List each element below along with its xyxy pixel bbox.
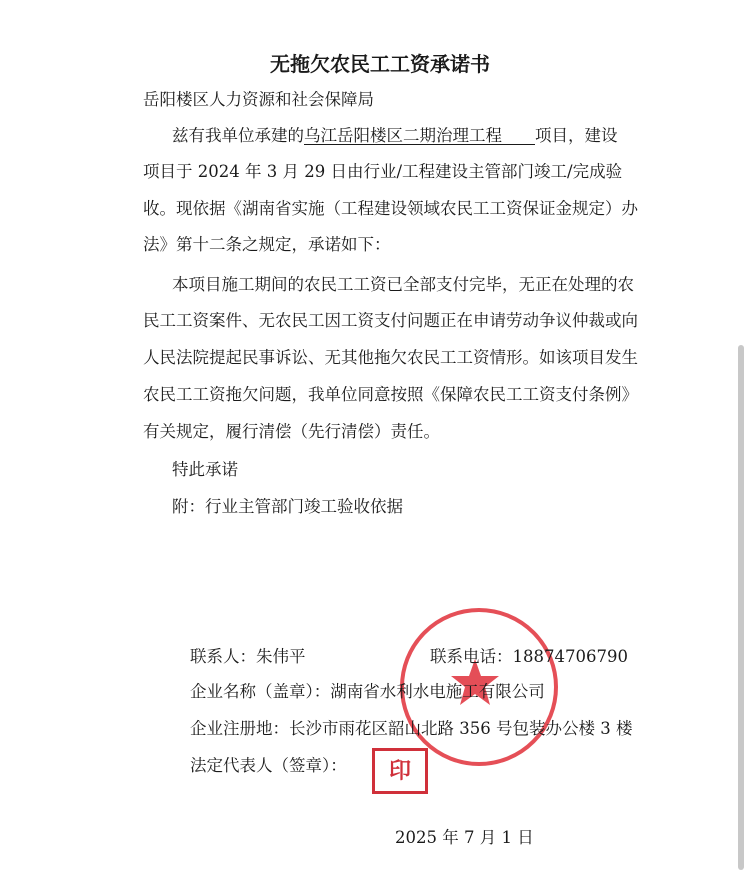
legal-representative: 法定代表人（签章）：	[190, 756, 347, 775]
company-address: 企业注册地：长沙市雨花区韶山北路 356 号包装办公楼 3 楼	[190, 719, 633, 738]
para2-line: 农民工工资拖欠问题，我单位同意按照《保障农民工工资支付条例》	[143, 385, 638, 404]
contact-phone: 联系电话：18874706790	[430, 647, 628, 666]
closing: 特此承诺	[172, 460, 238, 479]
para1-line3: 收。现依据《湖南省实施（工程建设领域农民工工资保证金规定）办	[143, 199, 638, 218]
project-name: 乌江岳阳楼区二期治理工程	[304, 126, 502, 145]
para2-line: 人民法院提起民事诉讼、无其他拖欠农民工工资情形。如该项目发生	[143, 348, 638, 367]
para1-line1: 兹有我单位承建的乌江岳阳楼区二期治理工程 项目，建设	[172, 126, 618, 145]
para1-line2: 项目于 2024 年 3 月 29 日由行业/工程建设主管部门竣工/完成验	[143, 162, 623, 181]
para2-line: 本项目施工期间的农民工工资已全部支付完毕，无正在处理的农	[172, 275, 634, 294]
company-name: 企业名称（盖章）：湖南省水利水电施工有限公司	[190, 682, 545, 701]
para2-line: 民工工资案件、无农民工因工资支付问题正在申请劳动争议仲裁或向	[143, 311, 638, 330]
para1-line4: 法》第十二条之规定，承诺如下：	[143, 235, 391, 254]
contact-person: 联系人：朱伟平	[190, 647, 306, 666]
date: 2025 年 7 月 1 日	[395, 828, 534, 847]
scrollbar[interactable]	[738, 345, 744, 870]
recipient: 岳阳楼区人力资源和社会保障局	[143, 90, 374, 109]
signature-seal: 印	[372, 748, 428, 794]
para2-line: 有关规定，履行清偿（先行清偿）责任。	[143, 422, 440, 441]
document-title: 无拖欠农民工工资承诺书	[270, 52, 490, 76]
attachment: 附：行业主管部门竣工验收依据	[172, 497, 403, 516]
